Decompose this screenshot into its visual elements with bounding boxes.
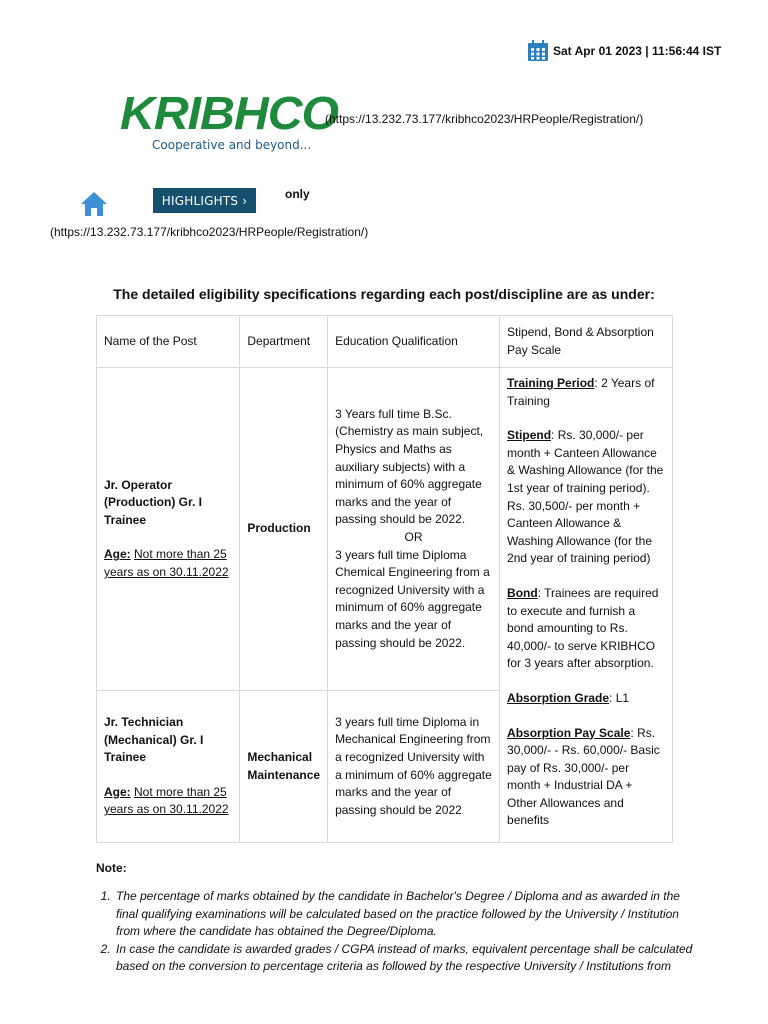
logo-tagline: Cooperative and beyond... <box>152 138 312 152</box>
calendar-icon <box>527 40 549 62</box>
colon: : <box>594 376 598 390</box>
only-label: only <box>285 187 310 201</box>
grade-label: Absorption Grade <box>507 690 610 705</box>
home-link-url[interactable]: (https://13.232.73.177/kribhco2023/HRPeople/Registration/) <box>50 225 369 239</box>
colon: : <box>609 690 613 705</box>
list-item: 2. In case the candidate is awarded grades / CGPA instead of marks, equivalent percentage shall be calculated based on the conversion to percentage criteria as followed by the respective University / Institutions from <box>114 941 694 976</box>
colon: : <box>551 428 555 443</box>
age-value: Not more than 25 years as on 30.11.2022 <box>104 784 229 817</box>
post-name: Jr. Operator (Production) Gr. I Trainee <box>104 477 202 527</box>
education-text: 3 Years full time B.Sc. (Chemistry as main subject, Physics and Maths as auxiliary subjects) with a minimum of 60% aggregate marks and the year of passing should be 2022. <box>335 406 484 527</box>
notes-list <box>96 888 694 976</box>
pay-label: Absorption Pay Scale <box>507 725 631 740</box>
eligibility-table <box>96 315 673 843</box>
colon: : <box>630 725 634 740</box>
page-heading: The detailed eligibility specifications regarding each post/discipline are as under: <box>113 286 655 302</box>
logo-link-url[interactable]: (https://13.232.73.177/kribhco2023/HRPeople/Registration/) <box>325 112 644 126</box>
stipend-cell <box>500 368 673 843</box>
post-cell <box>97 691 240 843</box>
header-post: Name of the Post <box>97 316 240 368</box>
header-stipend: Stipend, Bond & Absorption Pay Scale <box>500 316 673 368</box>
stipend-label: Stipend <box>507 428 552 443</box>
department-cell: Production <box>240 368 328 691</box>
datetime-display <box>527 40 721 62</box>
education-cell <box>328 368 500 691</box>
age-label: Age: <box>104 784 131 799</box>
training-value: 2 Years of Training <box>507 376 655 408</box>
colon: : <box>537 585 542 600</box>
note-label: Note: <box>96 861 127 875</box>
logo-wordmark: KRIBHCO <box>120 87 339 139</box>
kribhco-logo[interactable] <box>120 87 339 152</box>
post-cell <box>97 368 240 691</box>
education-cell <box>328 691 500 843</box>
highlights-button[interactable]: HIGHLIGHTS › <box>153 188 256 213</box>
header-department: Department <box>240 316 328 368</box>
home-icon[interactable] <box>80 190 108 218</box>
education-or: OR <box>404 530 423 544</box>
department-cell: Mechanical Maintenance <box>240 691 328 843</box>
header-education: Education Qualification <box>328 316 500 368</box>
age-label: Age: <box>104 547 131 562</box>
stipend-value: Rs. 30,000/- per month + Canteen Allowance & Washing Allowance (for the 1st year of training period). Rs. 30,500/- per month + Canteen Allowance & Washing Allowance (for the 2nd year of training period) <box>507 428 664 566</box>
education-text: 3 years full time Diploma in Mechanical Engineering from a recognized University with a minimum of 60% aggregate marks and the year of passing should be 2022 <box>335 714 492 817</box>
post-name: Jr. Technician (Mechanical) Gr. I Trainee <box>104 715 204 765</box>
datetime-text: Sat Apr 01 2023 | 11:56:44 IST <box>553 44 722 58</box>
table-header-row <box>97 316 673 368</box>
list-item: 1. The percentage of marks obtained by the candidate in Bachelor's Degree / Diploma and as awarded in the final qualifying examinations will be calculated based on the practice followed by the University / Institution from where the candidate has obtained the Degree/Diploma. <box>114 888 694 941</box>
pay-value: Rs. 30,000/- - Rs. 60,000/- Basic pay of Rs. 30,000/- per month + Industrial DA + Other Allowances and benefits <box>507 725 660 828</box>
education-text-alt: 3 years full time Diploma Chemical Engineering from a recognized University with a minimum of 60% aggregate marks and the year of passing should be 2022. <box>335 547 490 650</box>
bond-value: Trainees are required to execute and furnish a bond amounting to Rs. 40,000/- to serve KRIBHCO for 3 years after absorption. <box>507 585 659 671</box>
table-row <box>97 368 673 691</box>
training-label: Training Period <box>507 376 595 390</box>
bond-label: Bond <box>507 585 538 600</box>
grade-value: L1 <box>612 690 630 705</box>
age-value: Not more than 25 years as on 30.11.2022 <box>104 547 229 579</box>
